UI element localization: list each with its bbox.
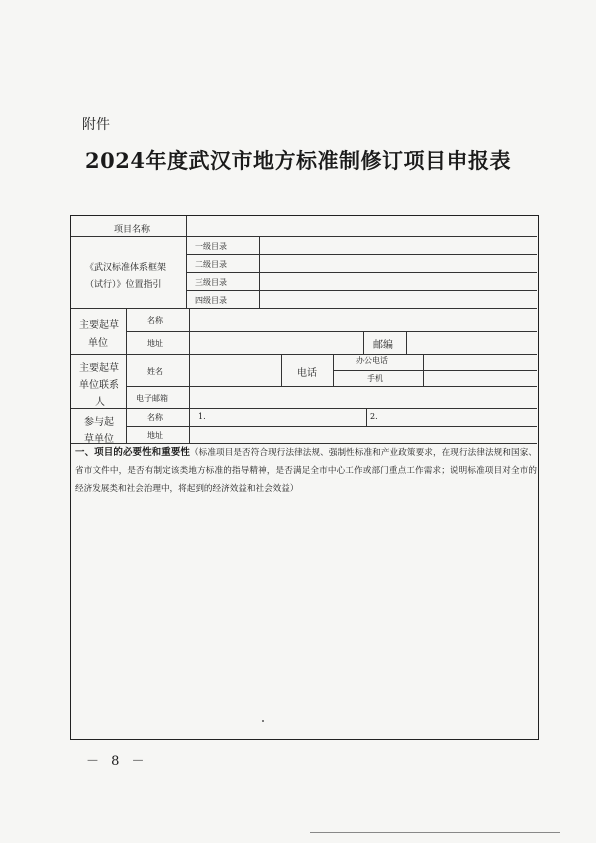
framework-label-line2: （试行）》位置指引: [85, 280, 162, 290]
contact-label-line2: 单位联系: [79, 380, 119, 391]
participant-address-label: 地址: [147, 431, 163, 440]
catalog-level-4: 四级目录: [195, 296, 227, 305]
bottom-rule: [310, 832, 560, 833]
participant-1: 1.: [198, 412, 206, 421]
catalog-level-2: 二级目录: [195, 260, 227, 269]
unit-address-label: 地址: [147, 339, 163, 348]
participant-name-label: 名称: [147, 413, 163, 422]
scan-speck: [262, 720, 264, 722]
application-form: [70, 215, 539, 740]
person-name-label: 姓名: [147, 367, 163, 376]
catalog-level-1: 一级目录: [195, 242, 227, 251]
unit-name-label: 名称: [147, 316, 163, 325]
framework-label-line1: 《武汉标准体系框架: [85, 263, 167, 273]
contact-label-line3: 人: [95, 397, 105, 408]
necessity-heading: 一、项目的必要性和重要性: [75, 447, 190, 458]
page-number: － 8 －: [86, 754, 149, 769]
participant-label-line2: 草单位: [84, 434, 114, 445]
phone-label: 电话: [297, 368, 317, 379]
participant-2: 2.: [370, 412, 378, 421]
project-name-label: 项目名称: [114, 225, 151, 235]
main-unit-label-line2: 单位: [88, 338, 108, 349]
attachment-label: 附件: [82, 117, 110, 133]
necessity-text: （标准项目是否符合现行法律法规、强制性标准和产业政策要求，在现行法律法规和国家、省市文件中，是否有制定该类地方标准的指导精神，是否满足全市中心工作或部门重点工作需求；说明标准项目对全市的经济发展类和社会治理中，将起到的经济效益和社会效益）: [75, 448, 537, 494]
mobile-label: 手机: [367, 374, 383, 383]
email-label: 电子邮箱: [136, 394, 168, 403]
main-unit-label-line1: 主要起草: [79, 320, 119, 331]
postcode-label: 邮编: [373, 340, 393, 351]
catalog-level-3: 三级目录: [195, 278, 227, 287]
page-title: 2024年度武汉市地方标准制修订项目申报表: [85, 148, 511, 173]
office-phone-label: 办公电话: [356, 356, 388, 365]
necessity-section: [75, 444, 537, 498]
contact-label-line1: 主要起草: [79, 363, 119, 374]
participant-label-line1: 参与起: [84, 417, 114, 428]
